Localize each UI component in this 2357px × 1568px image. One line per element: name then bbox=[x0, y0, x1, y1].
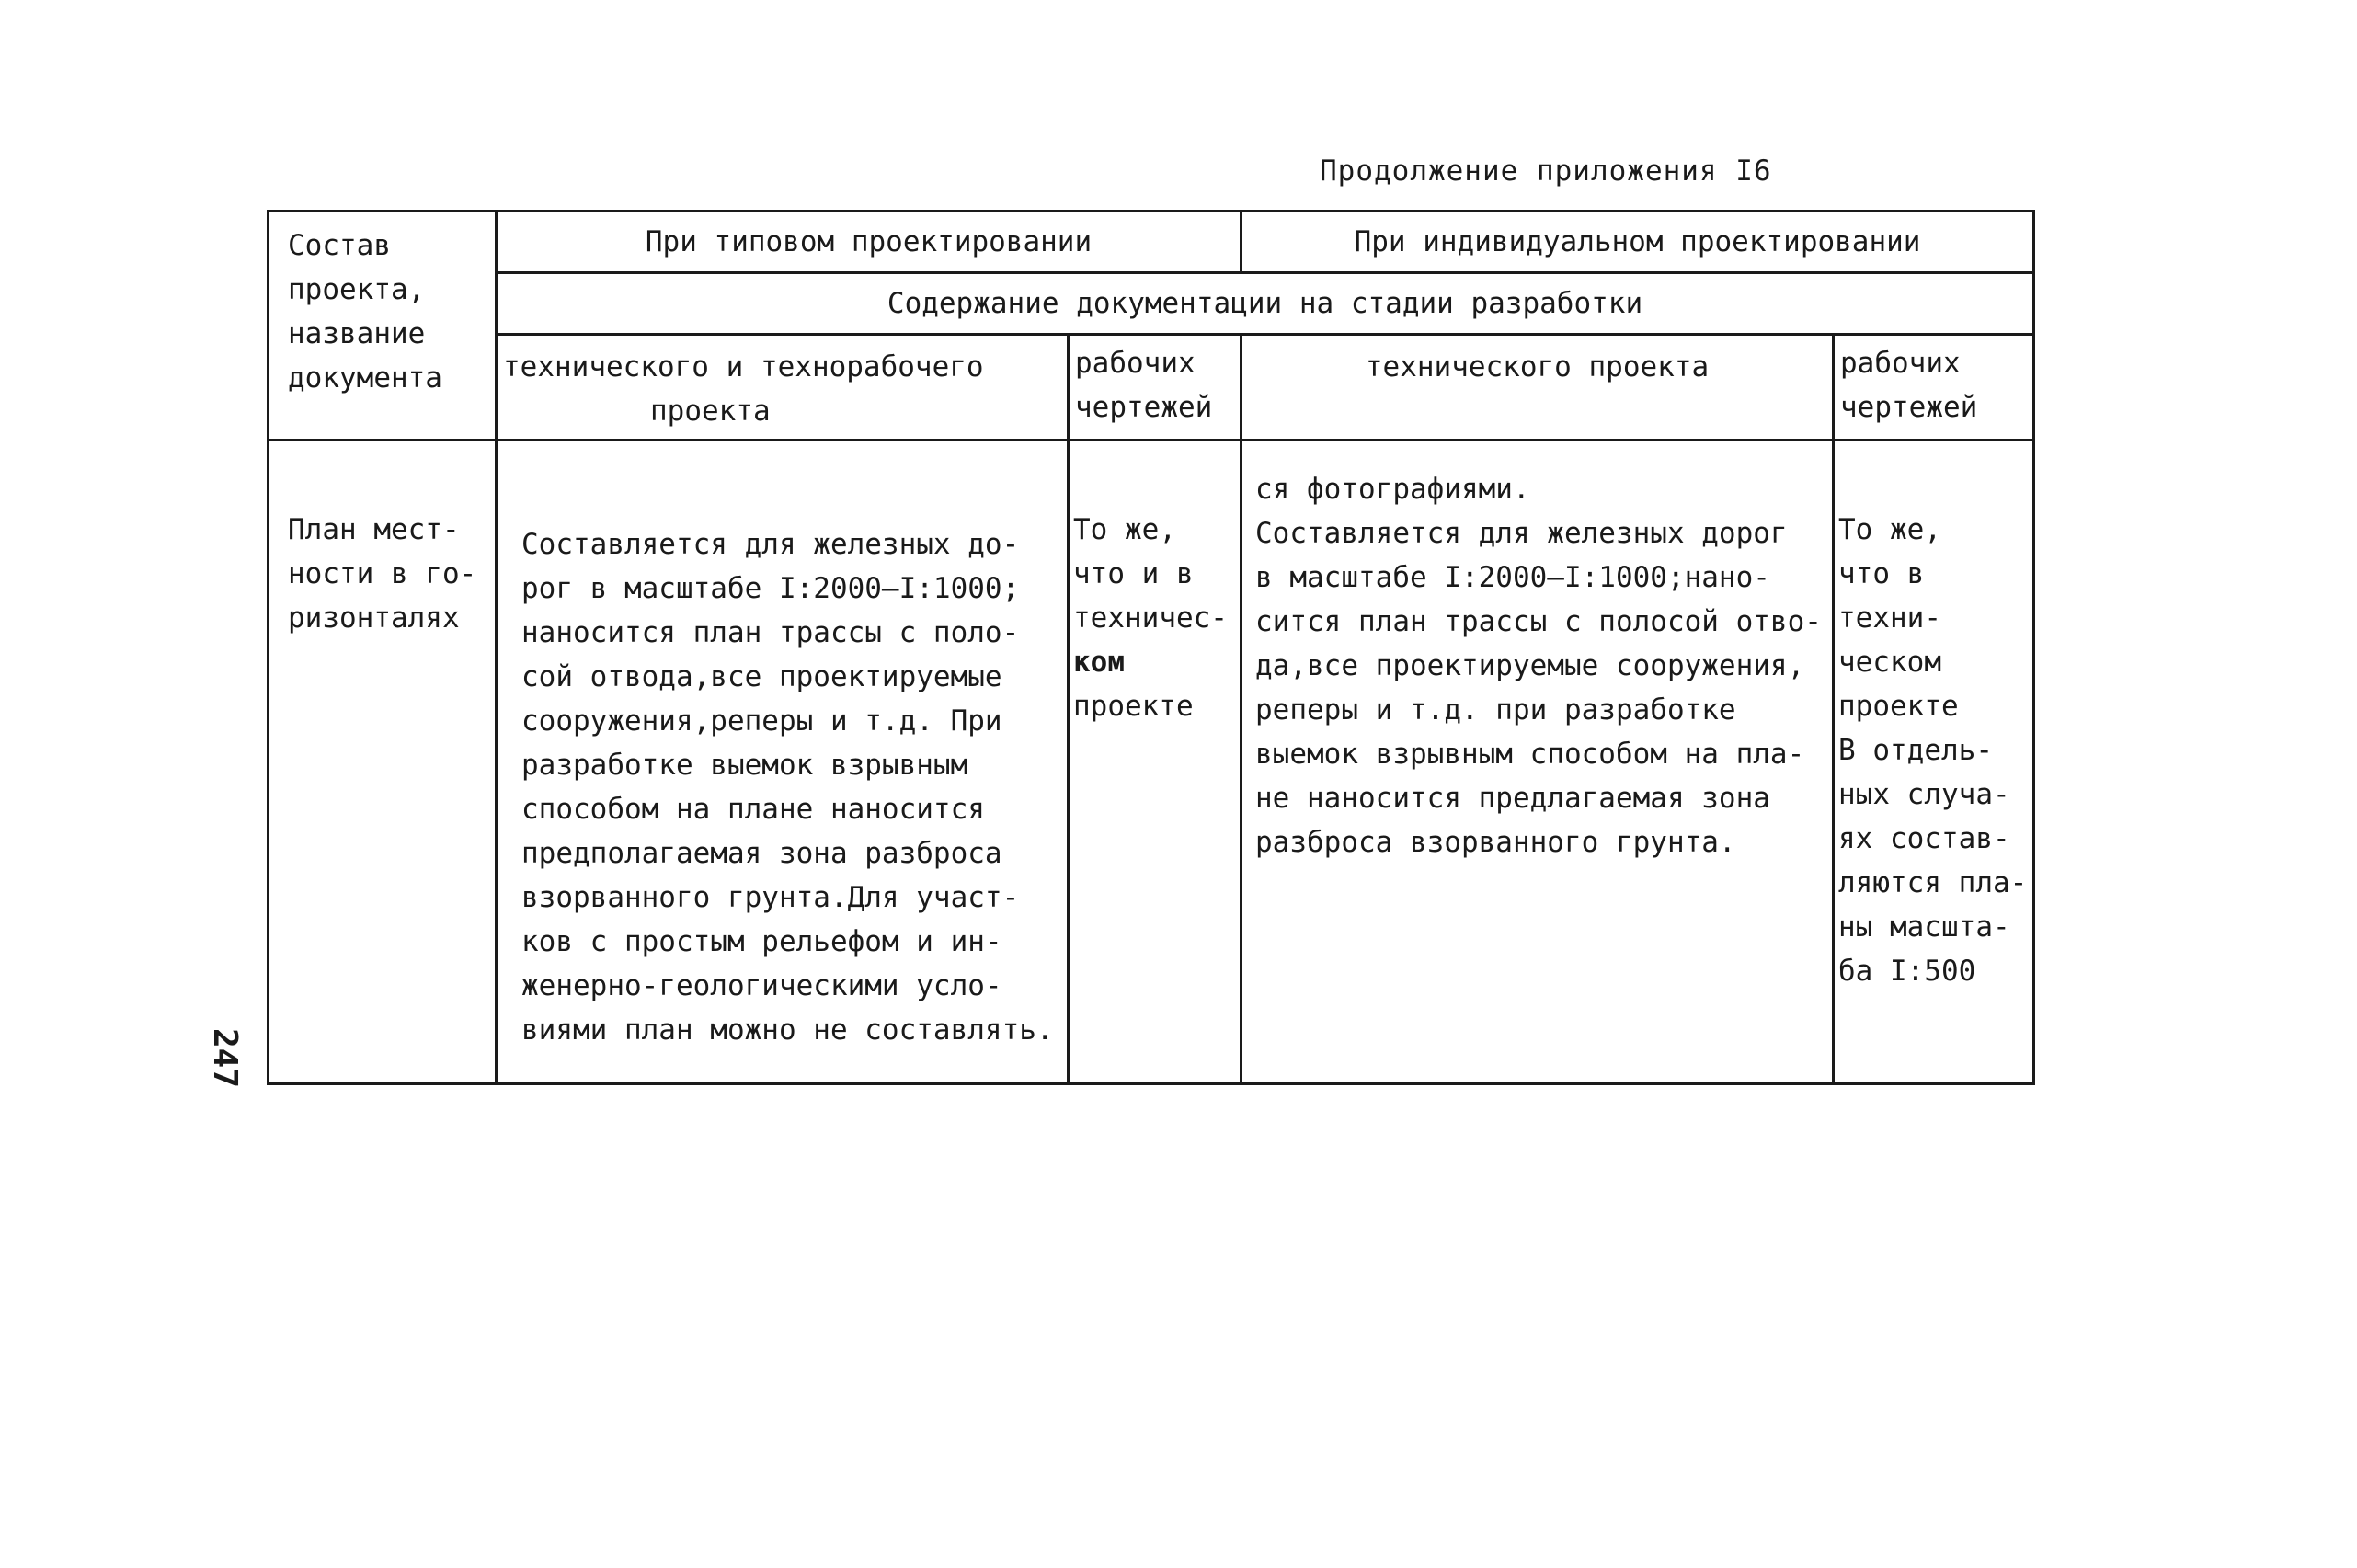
cell-text-line: взорванного грунта.Для участ- bbox=[521, 881, 1020, 914]
header-col1-line: документа bbox=[288, 361, 442, 395]
cell-text-line: Составляется для железных до- bbox=[521, 528, 1020, 561]
cell-text-line: То же, bbox=[1073, 513, 1176, 546]
cell-text-line: сооружения,реперы и т.д. При bbox=[521, 704, 1002, 738]
cell-text-line: техничес- bbox=[1073, 601, 1228, 635]
header-col1-line: Состав bbox=[288, 229, 391, 262]
cell-text-line: способом на плане наносится bbox=[521, 793, 985, 826]
cell-text-line: реперы и т.д. при разработке bbox=[1255, 693, 1736, 727]
cell-text-line: что и в bbox=[1073, 557, 1194, 590]
header-stage-line: проекта bbox=[650, 395, 771, 428]
cell-text-line: ях состав- bbox=[1838, 822, 2010, 855]
cell-text-line: женерно-геологическими усло- bbox=[521, 969, 1002, 1002]
page-number: 247 bbox=[206, 1027, 245, 1089]
cell-text-line: техни- bbox=[1838, 601, 1941, 635]
cell-text-line: ся фотографиями. bbox=[1255, 473, 1530, 506]
cell-text-line: разброса взорванного грунта. bbox=[1255, 826, 1736, 859]
header-col1-line: проекта, bbox=[288, 273, 426, 306]
row-document-name bbox=[269, 441, 497, 1084]
table-header-row-3 bbox=[269, 335, 2034, 441]
header-stage-line: чертежей bbox=[1840, 391, 1978, 424]
header-documentation-content: Содержание документации на стадии разработки bbox=[497, 273, 2034, 335]
header-stage-line: технического проекта bbox=[1365, 350, 1710, 383]
cell-text-line: рог в масштабе I:2000–I:1000; bbox=[521, 572, 1020, 605]
header-stage-line: рабочих bbox=[1840, 347, 1961, 380]
header-individual-technical-stage bbox=[1241, 335, 1834, 441]
cell-text-line: ческом bbox=[1838, 646, 1941, 679]
cell-text-line: В отдель- bbox=[1838, 734, 1993, 767]
cell-text-line: предполагаемая зона разброса bbox=[521, 837, 1002, 870]
header-stage-line: чертежей bbox=[1075, 391, 1213, 424]
table-row bbox=[269, 441, 2034, 1084]
header-stage-line: рабочих bbox=[1075, 347, 1196, 380]
row-individual-technical-content bbox=[1241, 441, 1834, 1084]
cell-text-line: выемок взрывным способом на пла- bbox=[1255, 738, 1805, 771]
cell-text-line: ных случа- bbox=[1838, 778, 2010, 811]
cell-text-line: ба I:500 bbox=[1838, 955, 1976, 988]
row-individual-working-content bbox=[1834, 441, 2034, 1084]
cell-text-line: не наносится предлагаемая зона bbox=[1255, 782, 1770, 815]
project-documentation-table bbox=[267, 210, 2035, 1085]
header-typical-design: При типовом проектировании bbox=[497, 212, 1241, 273]
header-col1-line: название bbox=[288, 317, 426, 350]
table-header-row-1 bbox=[269, 212, 2034, 273]
header-typical-technical-stage bbox=[497, 335, 1069, 441]
cell-text-line: Составляется для железных дорог bbox=[1255, 517, 1788, 550]
header-stage-line: технического и технорабочего bbox=[503, 350, 984, 383]
row-typical-technical-content bbox=[497, 441, 1069, 1084]
row-name-line: ризонталях bbox=[288, 601, 460, 635]
cell-text-line: сой отвода,все проектируемые bbox=[521, 660, 1002, 693]
cell-text-line: ков с простым рельефом и ин- bbox=[521, 925, 1002, 958]
cell-text-line: ны масшта- bbox=[1838, 910, 2010, 944]
table-header-row-2 bbox=[269, 273, 2034, 335]
cell-text-line: да,все проектируемые сооружения, bbox=[1255, 649, 1805, 682]
cell-text-line: в масштабе I:2000–I:1000;нано- bbox=[1255, 561, 1770, 594]
header-individual-working-drawings bbox=[1834, 335, 2034, 441]
cell-text-line: наносится план трассы с поло- bbox=[521, 616, 1020, 649]
row-name-line: План мест- bbox=[288, 513, 460, 546]
cell-text-line: разработке выемок взрывным bbox=[521, 749, 968, 782]
cell-text-line: То же, bbox=[1838, 513, 1941, 546]
cell-text-line: виями план можно не составлять. bbox=[521, 1013, 1054, 1047]
cell-text-line: ляются пла- bbox=[1838, 866, 2028, 899]
cell-text-line: проекте bbox=[1073, 690, 1194, 723]
appendix-caption: Продолжение приложения I6 bbox=[1320, 155, 1772, 188]
row-name-line: ности в го- bbox=[288, 557, 477, 590]
cell-text-line: что в bbox=[1838, 557, 1925, 590]
cell-text-line: ком bbox=[1073, 646, 1125, 679]
cell-text-line: проекте bbox=[1838, 690, 1959, 723]
header-individual-design: При индивидуальном проектировании bbox=[1241, 212, 2034, 273]
row-typical-working-content bbox=[1069, 441, 1241, 1084]
header-typical-working-drawings bbox=[1069, 335, 1241, 441]
cell-text-line: сится план трассы с полосой отво- bbox=[1255, 605, 1822, 638]
header-project-composition bbox=[269, 212, 497, 441]
